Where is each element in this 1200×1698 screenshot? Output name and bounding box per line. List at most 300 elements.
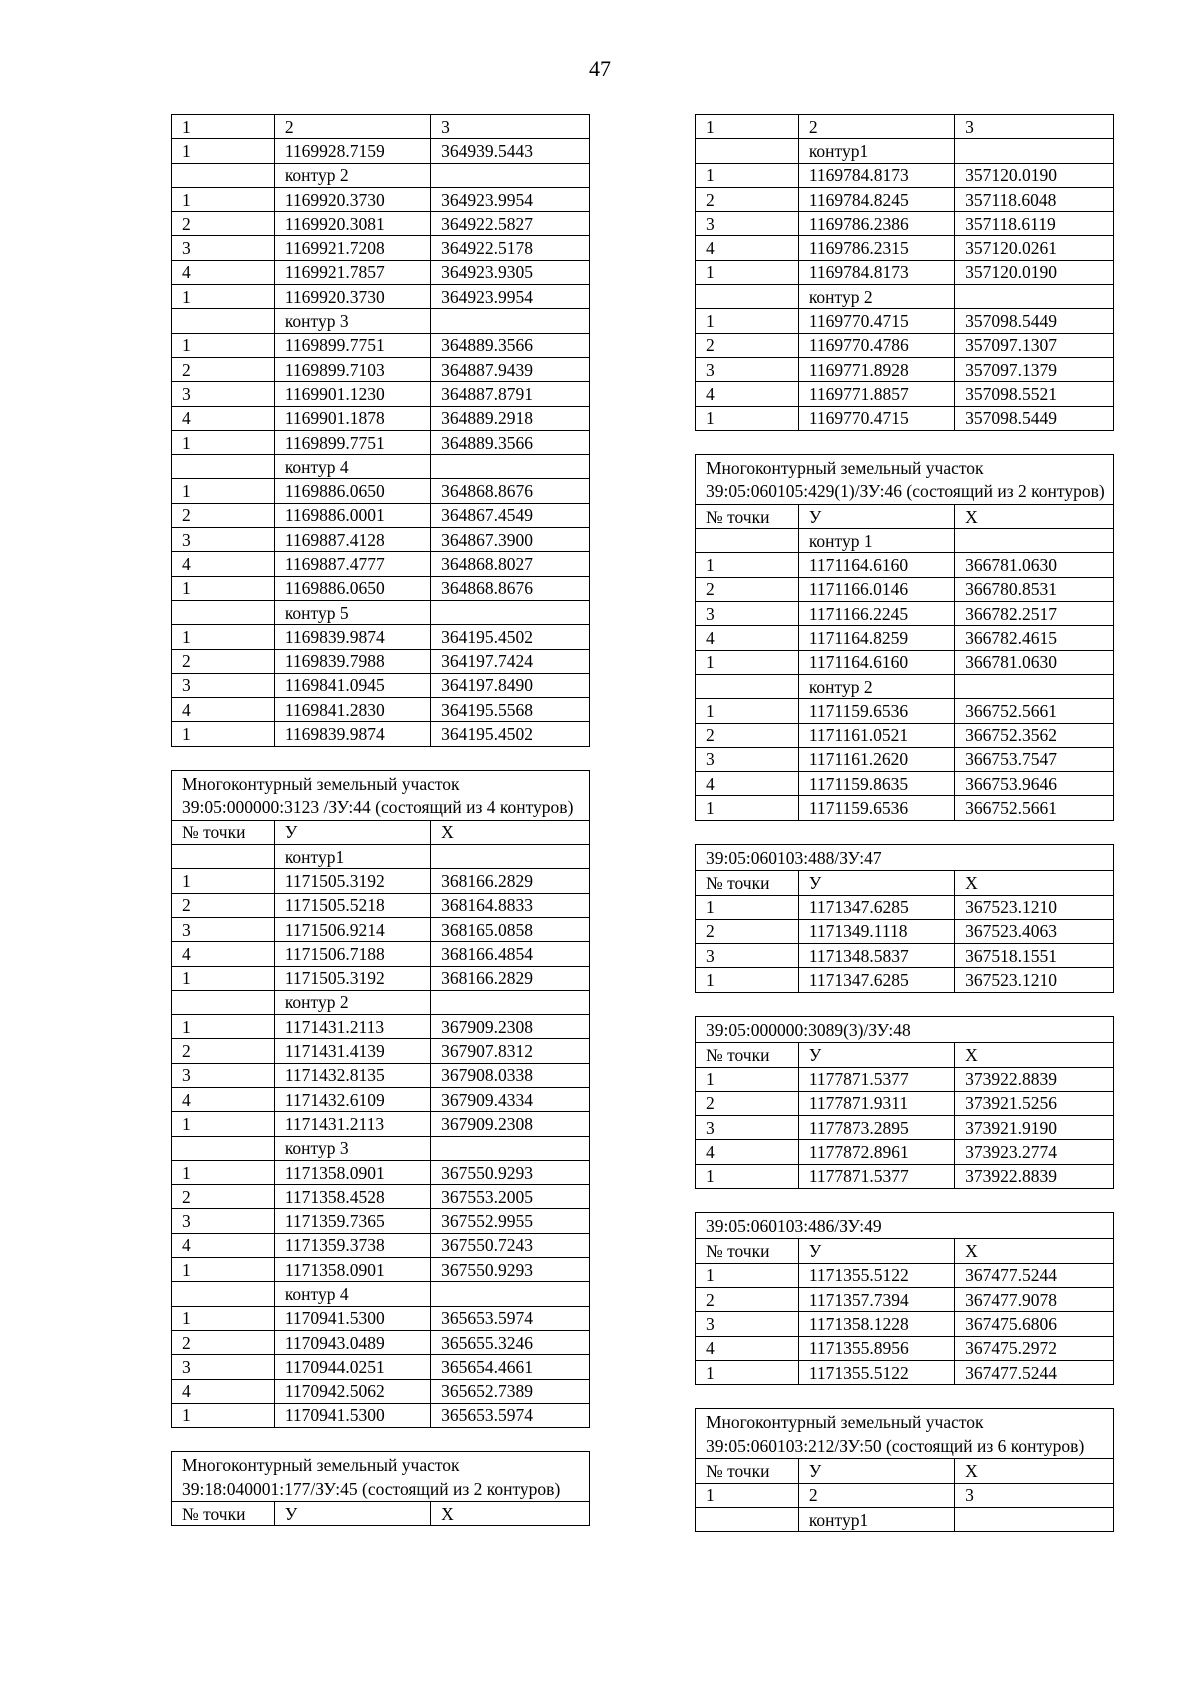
coordinate-table — [695, 844, 1114, 993]
table-cell: контур 4 — [274, 455, 430, 479]
table-cell — [955, 139, 1114, 163]
table-cell: 1169920.3730 — [274, 285, 430, 309]
table-header: Многоконтурный земельный участок 39:18:040001:177/ЗУ:45 (состоящий из 2 контуров) — [172, 1452, 590, 1502]
table-cell: 2 — [696, 723, 799, 747]
table-cell: 1 — [172, 1112, 275, 1136]
table-cell: 4 — [696, 1336, 799, 1360]
table-cell: 364922.5178 — [431, 236, 590, 260]
table-row — [696, 1507, 1114, 1531]
table-cell — [172, 990, 275, 1014]
table-cell: 4 — [172, 260, 275, 284]
table-cell: № точки — [172, 1502, 275, 1526]
table-row — [172, 1160, 590, 1184]
table-cell: 2 — [172, 1330, 275, 1354]
table-row — [172, 1379, 590, 1403]
table-cell: 1169770.4786 — [798, 333, 954, 357]
table-cell: 364887.8791 — [431, 382, 590, 406]
table-row — [172, 1502, 590, 1526]
table-cell: 364867.3900 — [431, 528, 590, 552]
table-cell: 367523.4063 — [955, 919, 1114, 943]
table-cell: 1169899.7103 — [274, 357, 430, 381]
table-row — [172, 1403, 590, 1427]
table-cell — [172, 309, 275, 333]
table-cell — [172, 1136, 275, 1160]
table-row — [696, 236, 1114, 260]
table-cell: 3 — [172, 382, 275, 406]
table-row — [696, 919, 1114, 943]
table-cell: 1169901.1230 — [274, 382, 430, 406]
table-cell: 3 — [955, 1483, 1114, 1507]
table-row — [696, 723, 1114, 747]
table-row — [172, 1258, 590, 1282]
table-cell: 4 — [172, 698, 275, 722]
table-cell — [431, 990, 590, 1014]
table-cell: 1 — [172, 430, 275, 454]
table-cell: 2 — [696, 577, 799, 601]
table-cell: 367523.1210 — [955, 895, 1114, 919]
table-cell: 357118.6119 — [955, 212, 1114, 236]
table-row — [696, 944, 1114, 968]
table-cell: 4 — [696, 382, 799, 406]
table-cell: 373921.9190 — [955, 1116, 1114, 1140]
table-row — [172, 528, 590, 552]
table-row — [172, 552, 590, 576]
table-row — [172, 1039, 590, 1063]
table-cell: 364867.4549 — [431, 503, 590, 527]
right-column — [695, 114, 1114, 1555]
table-row — [696, 504, 1114, 528]
table-row — [696, 674, 1114, 698]
table-cell: 1171506.7188 — [274, 942, 430, 966]
table-cell: Х — [955, 504, 1114, 528]
table-row — [172, 1063, 590, 1087]
table-cell: 365654.4661 — [431, 1355, 590, 1379]
table-row — [696, 212, 1114, 236]
table-cell: 366781.0630 — [955, 553, 1114, 577]
table-cell: 1171357.7394 — [798, 1288, 954, 1312]
table-cell: 366780.8531 — [955, 577, 1114, 601]
table-cell — [431, 309, 590, 333]
table-row — [696, 626, 1114, 650]
table-cell: № точки — [696, 504, 799, 528]
table-cell: 1 — [696, 895, 799, 919]
table-cell: 1 — [172, 333, 275, 357]
table-row — [172, 1233, 590, 1257]
table-cell: 4 — [172, 1233, 275, 1257]
table-cell: 1169921.7857 — [274, 260, 430, 284]
table-cell: 1169784.8245 — [798, 187, 954, 211]
table-cell: 1171159.6536 — [798, 699, 954, 723]
table-cell: 1169839.7988 — [274, 649, 430, 673]
table-cell: 357098.5521 — [955, 382, 1114, 406]
table-row — [696, 357, 1114, 381]
table-cell: 2 — [172, 1039, 275, 1063]
table-cell: 1 — [696, 1067, 799, 1091]
table-cell: 366782.2517 — [955, 602, 1114, 626]
table-cell: 357098.5449 — [955, 309, 1114, 333]
table-cell: 1171348.5837 — [798, 944, 954, 968]
table-cell: 1169841.2830 — [274, 698, 430, 722]
table-cell: контур 4 — [274, 1282, 430, 1306]
table-cell: Х — [955, 1043, 1114, 1067]
table-cell: 1169771.8857 — [798, 382, 954, 406]
table-row — [172, 357, 590, 381]
table-cell: 364939.5443 — [431, 139, 590, 163]
table-cell: 1171359.7365 — [274, 1209, 430, 1233]
table-cell: 1 — [172, 625, 275, 649]
table-row — [172, 455, 590, 479]
table-cell: 1169771.8928 — [798, 357, 954, 381]
table-cell: контур 3 — [274, 309, 430, 333]
table-cell: 364923.9954 — [431, 187, 590, 211]
table-cell — [955, 674, 1114, 698]
table-cell: 1171164.6160 — [798, 553, 954, 577]
table-cell: 365653.5974 — [431, 1403, 590, 1427]
table-row — [696, 333, 1114, 357]
table-cell: 1171355.8956 — [798, 1336, 954, 1360]
table-cell: 1169770.4715 — [798, 406, 954, 430]
table-cell: 3 — [696, 602, 799, 626]
table-cell: 364868.8027 — [431, 552, 590, 576]
table-cell: 1171432.8135 — [274, 1063, 430, 1087]
table-cell: 364889.3566 — [431, 430, 590, 454]
table-cell: 367907.8312 — [431, 1039, 590, 1063]
table-cell — [955, 285, 1114, 309]
table-cell: 3 — [696, 357, 799, 381]
table-cell — [172, 1282, 275, 1306]
table-cell: 357120.0190 — [955, 163, 1114, 187]
table-cell: № точки — [696, 871, 799, 895]
table-cell: 364923.9954 — [431, 285, 590, 309]
table-cell: 3 — [696, 1312, 799, 1336]
table-cell: 3 — [955, 115, 1114, 139]
table-cell: 4 — [172, 552, 275, 576]
left-column — [171, 114, 590, 1549]
table-cell: 1 — [172, 139, 275, 163]
table-cell: 1169841.0945 — [274, 673, 430, 697]
coordinate-table — [695, 1212, 1114, 1385]
table-cell: 1171164.8259 — [798, 626, 954, 650]
table-cell: 1 — [696, 1263, 799, 1287]
table-row — [172, 673, 590, 697]
table-row — [172, 1306, 590, 1330]
table-cell — [172, 845, 275, 869]
table-cell: 365653.5974 — [431, 1306, 590, 1330]
table-cell: 1169887.4128 — [274, 528, 430, 552]
table-cell: 1171358.0901 — [274, 1160, 430, 1184]
table-cell: 1 — [696, 1360, 799, 1384]
table-cell: 1169784.8173 — [798, 163, 954, 187]
table-row — [696, 1043, 1114, 1067]
table-row — [696, 1360, 1114, 1384]
table-cell: 1171347.6285 — [798, 895, 954, 919]
table-cell: 357118.6048 — [955, 187, 1114, 211]
table-cell: 367909.2308 — [431, 1112, 590, 1136]
table-row — [172, 406, 590, 430]
table-cell: 364922.5827 — [431, 212, 590, 236]
table-row — [172, 869, 590, 893]
table-cell: 1169886.0650 — [274, 479, 430, 503]
table-row — [696, 602, 1114, 626]
table-cell: 373922.8839 — [955, 1067, 1114, 1091]
table-row — [172, 576, 590, 600]
table-cell — [696, 674, 799, 698]
table-cell: 1171159.8635 — [798, 772, 954, 796]
table-row — [172, 820, 590, 844]
table-cell: 1169839.9874 — [274, 722, 430, 746]
table-cell: 4 — [696, 1140, 799, 1164]
table-cell: 1171164.6160 — [798, 650, 954, 674]
table-row — [696, 772, 1114, 796]
table-cell: 1170941.5300 — [274, 1403, 430, 1427]
table-row — [696, 1483, 1114, 1507]
table-cell — [172, 163, 275, 187]
table-cell: 1169928.7159 — [274, 139, 430, 163]
coordinate-table — [695, 114, 1114, 431]
table-row — [696, 747, 1114, 771]
table-cell — [431, 163, 590, 187]
table-cell: 367909.4334 — [431, 1087, 590, 1111]
table-cell: 3 — [696, 1116, 799, 1140]
table-cell: 373923.2774 — [955, 1140, 1114, 1164]
table-cell: 3 — [431, 115, 590, 139]
table-cell: Х — [431, 1502, 590, 1526]
table-cell: контур 1 — [798, 529, 954, 553]
table-cell: 2 — [696, 187, 799, 211]
table-cell: 4 — [696, 236, 799, 260]
table-cell: Х — [431, 820, 590, 844]
table-cell: 1170944.0251 — [274, 1355, 430, 1379]
table-cell: 3 — [172, 1355, 275, 1379]
table-row — [696, 553, 1114, 577]
table-cell: 2 — [172, 212, 275, 236]
table-cell: 1 — [696, 796, 799, 820]
table-cell: У — [798, 504, 954, 528]
table-cell: 1 — [696, 650, 799, 674]
table-cell: 1171505.3192 — [274, 966, 430, 990]
table-cell: 367550.9293 — [431, 1258, 590, 1282]
table-cell — [955, 529, 1114, 553]
table-cell: 1 — [172, 1015, 275, 1039]
table-cell: 1170943.0489 — [274, 1330, 430, 1354]
table-cell: 3 — [172, 1063, 275, 1087]
table-cell: 4 — [172, 1087, 275, 1111]
table-cell: 1171161.2620 — [798, 747, 954, 771]
table-cell: 357120.0261 — [955, 236, 1114, 260]
table-row — [172, 917, 590, 941]
table-cell: 1171349.1118 — [798, 919, 954, 943]
coordinate-table — [695, 1016, 1114, 1189]
table-cell: 366752.3562 — [955, 723, 1114, 747]
table-cell: 2 — [172, 1185, 275, 1209]
table-cell: 4 — [696, 626, 799, 650]
table-row — [172, 163, 590, 187]
table-row — [696, 796, 1114, 820]
table-cell: 1 — [172, 966, 275, 990]
table-row — [696, 895, 1114, 919]
table-cell: контур 3 — [274, 1136, 430, 1160]
table-cell — [696, 1507, 799, 1531]
table-cell: 1171505.3192 — [274, 869, 430, 893]
table-cell: 2 — [274, 115, 430, 139]
table-cell: 367518.1551 — [955, 944, 1114, 968]
table-row — [172, 625, 590, 649]
table-row — [696, 1459, 1114, 1483]
table-cell: 366782.4615 — [955, 626, 1114, 650]
table-row — [696, 699, 1114, 723]
table-cell: 1 — [172, 1403, 275, 1427]
coordinate-table — [171, 1451, 590, 1526]
table-cell: 1171431.2113 — [274, 1015, 430, 1039]
table-cell: 1 — [172, 115, 275, 139]
table-cell: 366753.7547 — [955, 747, 1114, 771]
table-cell: 357097.1379 — [955, 357, 1114, 381]
table-cell: 3 — [172, 528, 275, 552]
table-cell: 1 — [696, 309, 799, 333]
table-row — [696, 382, 1114, 406]
table-cell — [696, 529, 799, 553]
table-row — [696, 1067, 1114, 1091]
table-row — [696, 1288, 1114, 1312]
table-cell: 1 — [172, 722, 275, 746]
table-cell: контур1 — [798, 1507, 954, 1531]
table-cell: 3 — [696, 212, 799, 236]
table-cell: 1 — [172, 1258, 275, 1282]
table-cell: 368166.2829 — [431, 869, 590, 893]
table-cell: 2 — [798, 115, 954, 139]
table-cell: № точки — [696, 1043, 799, 1067]
table-cell: 367909.2308 — [431, 1015, 590, 1039]
table-cell: 1169921.7208 — [274, 236, 430, 260]
table-cell: 364197.8490 — [431, 673, 590, 697]
table-row — [696, 1312, 1114, 1336]
table-cell: У — [274, 1502, 430, 1526]
table-cell: 367908.0338 — [431, 1063, 590, 1087]
table-cell — [696, 139, 799, 163]
table-header: 39:05:060103:486/ЗУ:49 — [696, 1212, 1114, 1239]
table-row — [172, 1330, 590, 1354]
table-cell — [431, 1136, 590, 1160]
table-row — [172, 600, 590, 624]
table-cell: 1 — [696, 968, 799, 992]
table-cell: 366781.0630 — [955, 650, 1114, 674]
table-cell: Х — [955, 871, 1114, 895]
table-row — [172, 236, 590, 260]
table-row — [172, 212, 590, 236]
table-row — [696, 139, 1114, 163]
table-cell: 1 — [696, 163, 799, 187]
page-number: 47 — [589, 56, 611, 81]
table-cell: 1169784.8173 — [798, 260, 954, 284]
table-cell: Х — [955, 1459, 1114, 1483]
table-row — [172, 1136, 590, 1160]
table-cell: 357097.1307 — [955, 333, 1114, 357]
table-cell: 364195.4502 — [431, 722, 590, 746]
table-cell: У — [798, 1043, 954, 1067]
table-cell: 367477.9078 — [955, 1288, 1114, 1312]
table-cell: 4 — [172, 406, 275, 430]
table-cell: 367553.2005 — [431, 1185, 590, 1209]
table-cell: 2 — [172, 649, 275, 673]
table-cell: № точки — [696, 1239, 799, 1263]
table-cell: 1169786.2386 — [798, 212, 954, 236]
table-cell: 3 — [172, 917, 275, 941]
table-row — [172, 722, 590, 746]
table-row — [696, 871, 1114, 895]
table-cell: 1 — [696, 1164, 799, 1188]
table-cell: 1169886.0650 — [274, 576, 430, 600]
table-cell: 364195.5568 — [431, 698, 590, 722]
table-cell: 364889.2918 — [431, 406, 590, 430]
table-cell: № точки — [172, 820, 275, 844]
table-cell: У — [798, 1459, 954, 1483]
table-row — [696, 1239, 1114, 1263]
table-cell: 2 — [172, 503, 275, 527]
table-cell: 1177871.5377 — [798, 1164, 954, 1188]
table-cell: 368164.8833 — [431, 893, 590, 917]
table-cell: 1169901.1878 — [274, 406, 430, 430]
table-cell: контур 2 — [274, 163, 430, 187]
table-cell: 373921.5256 — [955, 1091, 1114, 1115]
table-cell: 1169920.3730 — [274, 187, 430, 211]
table-row — [696, 1336, 1114, 1360]
table-cell: 1171358.4528 — [274, 1185, 430, 1209]
table-row — [172, 260, 590, 284]
table-cell: 1171358.0901 — [274, 1258, 430, 1282]
table-cell: 1169770.4715 — [798, 309, 954, 333]
table-cell: 1171506.9214 — [274, 917, 430, 941]
table-cell: 357120.0190 — [955, 260, 1114, 284]
table-cell: 1171347.6285 — [798, 968, 954, 992]
table-cell: № точки — [696, 1459, 799, 1483]
table-cell: 2 — [172, 893, 275, 917]
table-cell: 364868.8676 — [431, 576, 590, 600]
table-cell: 1 — [172, 576, 275, 600]
table-header: Многоконтурный земельный участок 39:05:000000:3123 /ЗУ:44 (состоящий из 4 контуров) — [172, 770, 590, 820]
table-cell: 364197.7424 — [431, 649, 590, 673]
coordinate-table — [695, 1408, 1114, 1532]
table-row — [172, 966, 590, 990]
table-row — [172, 698, 590, 722]
table-row — [172, 503, 590, 527]
table-cell: 1 — [172, 1306, 275, 1330]
coordinate-table — [171, 770, 590, 1428]
table-cell: 1169786.2315 — [798, 236, 954, 260]
table-cell: 1171431.2113 — [274, 1112, 430, 1136]
table-row — [172, 115, 590, 139]
table-row — [172, 1087, 590, 1111]
table-row — [696, 309, 1114, 333]
table-cell: 367552.9955 — [431, 1209, 590, 1233]
table-row — [696, 1140, 1114, 1164]
table-row — [172, 382, 590, 406]
table-cell: 1171358.1228 — [798, 1312, 954, 1336]
table-cell: 1171166.0146 — [798, 577, 954, 601]
table-cell: 365652.7389 — [431, 1379, 590, 1403]
table-cell: 365655.3246 — [431, 1330, 590, 1354]
table-cell: 1177871.5377 — [798, 1067, 954, 1091]
table-row — [172, 285, 590, 309]
table-cell: 1169920.3081 — [274, 212, 430, 236]
table-row — [172, 990, 590, 1014]
table-cell: У — [798, 871, 954, 895]
table-cell: 364889.3566 — [431, 333, 590, 357]
table-cell — [955, 1507, 1114, 1531]
table-row — [172, 1112, 590, 1136]
table-cell: 367475.6806 — [955, 1312, 1114, 1336]
table-cell: 364195.4502 — [431, 625, 590, 649]
table-row — [172, 430, 590, 454]
